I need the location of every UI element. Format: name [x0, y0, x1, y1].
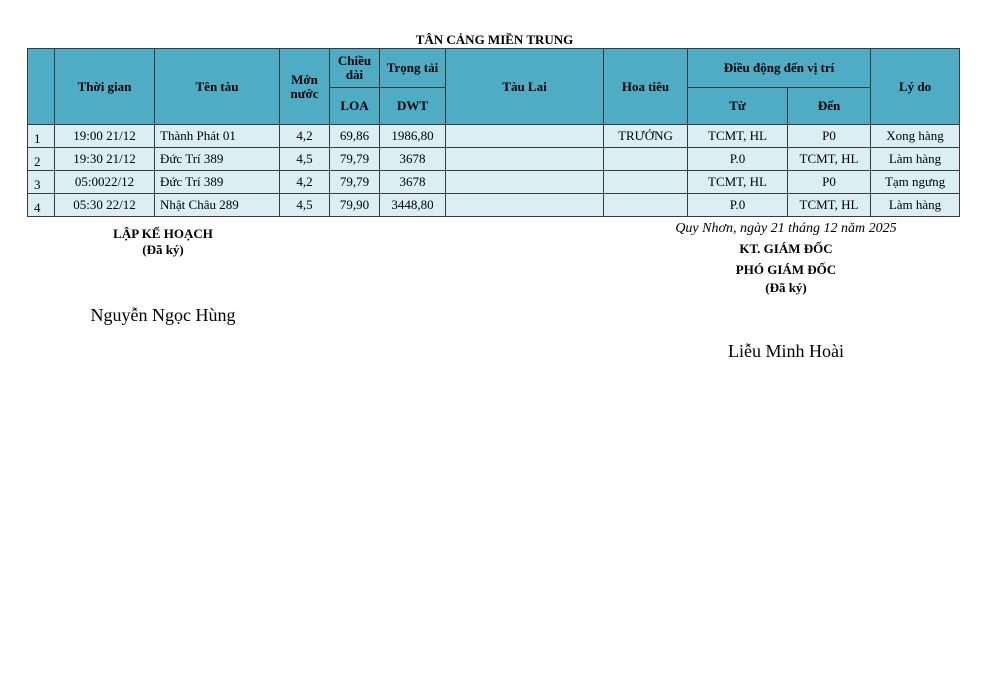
header-index	[28, 49, 55, 125]
director-line2: PHÓ GIÁM ĐỐC	[735, 262, 837, 277]
row-loa: 79,79	[330, 171, 380, 194]
row-ship: Đức Trí 389	[155, 148, 280, 171]
header-length-unit: LOA	[330, 88, 380, 125]
row-from: P.0	[688, 148, 788, 171]
row-loa: 69,86	[330, 125, 380, 148]
header-ship-name: Tên tàu	[155, 49, 280, 125]
row-time: 05:30 22/12	[55, 194, 155, 217]
row-reason: Tạm ngưng	[871, 171, 960, 194]
row-tug	[446, 148, 604, 171]
header-tonnage-unit: DWT	[380, 88, 446, 125]
ship-movement-table	[27, 48, 960, 217]
header-reason: Lý do	[871, 49, 960, 125]
row-time: 05:0022/12	[55, 171, 155, 194]
director-status: (Đã ký)	[765, 280, 807, 295]
row-to: P0	[788, 171, 871, 194]
row-to: TCMT, HL	[788, 148, 871, 171]
row-tug	[446, 171, 604, 194]
row-reason: Xong hàng	[871, 125, 960, 148]
row-loa: 79,90	[330, 194, 380, 217]
row-pilot	[604, 171, 688, 194]
row-from: TCMT, HL	[688, 171, 788, 194]
row-pilot	[604, 148, 688, 171]
row-dwt: 1986,80	[380, 125, 446, 148]
table-row	[28, 148, 960, 171]
header-from: Từ	[688, 88, 788, 125]
row-tug	[446, 125, 604, 148]
row-time: 19:00 21/12	[55, 125, 155, 148]
row-draft: 4,2	[280, 171, 330, 194]
row-ship: Nhật Châu 289	[155, 194, 280, 217]
planner-signature-block	[63, 225, 263, 326]
row-to: TCMT, HL	[788, 194, 871, 217]
row-draft: 4,5	[280, 194, 330, 217]
row-reason: Làm hàng	[871, 194, 960, 217]
row-dwt: 3678	[380, 148, 446, 171]
planner-role: LẬP KẾ HOẠCH	[113, 226, 213, 241]
row-ship: Đức Trí 389	[155, 171, 280, 194]
header-time: Thời gian	[55, 49, 155, 125]
header-draft: Mớn nước	[280, 49, 330, 125]
planner-status: (Đã ký)	[142, 242, 184, 257]
row-draft: 4,5	[280, 148, 330, 171]
row-draft: 4,2	[280, 125, 330, 148]
signature-date: Quy Nhơn, ngày 21 tháng 12 năm 2025	[675, 221, 897, 236]
table-row	[28, 125, 960, 148]
row-dwt: 3448,80	[380, 194, 446, 217]
table-row	[28, 171, 960, 194]
row-reason: Làm hàng	[871, 148, 960, 171]
row-from: TCMT, HL	[688, 125, 788, 148]
row-time: 19:30 21/12	[55, 148, 155, 171]
row-index: 4	[28, 194, 55, 217]
director-signature-block	[636, 221, 936, 362]
row-index: 1	[28, 125, 55, 148]
row-to: P0	[788, 125, 871, 148]
row-index: 2	[28, 148, 55, 171]
director-name: Liễu Minh Hoài	[728, 341, 844, 361]
row-dwt: 3678	[380, 171, 446, 194]
header-move-group: Điều động đến vị trí	[688, 49, 871, 88]
table-row	[28, 194, 960, 217]
planner-name: Nguyễn Ngọc Hùng	[90, 305, 236, 325]
header-pilot: Hoa tiêu	[604, 49, 688, 125]
header-tonnage: Trọng tải	[380, 49, 446, 88]
row-pilot	[604, 194, 688, 217]
director-line1: KT. GIÁM ĐỐC	[739, 241, 833, 256]
header-length: Chiều dài	[330, 49, 380, 88]
row-pilot: TRƯỞNG	[604, 125, 688, 148]
row-tug	[446, 194, 604, 217]
row-ship: Thành Phát 01	[155, 125, 280, 148]
header-to: Đến	[788, 88, 871, 125]
document-title: TÂN CẢNG MIỀN TRUNG	[415, 32, 574, 47]
row-index: 3	[28, 171, 55, 194]
row-from: P.0	[688, 194, 788, 217]
header-tug: Tàu Lai	[446, 49, 604, 125]
row-loa: 79,79	[330, 148, 380, 171]
